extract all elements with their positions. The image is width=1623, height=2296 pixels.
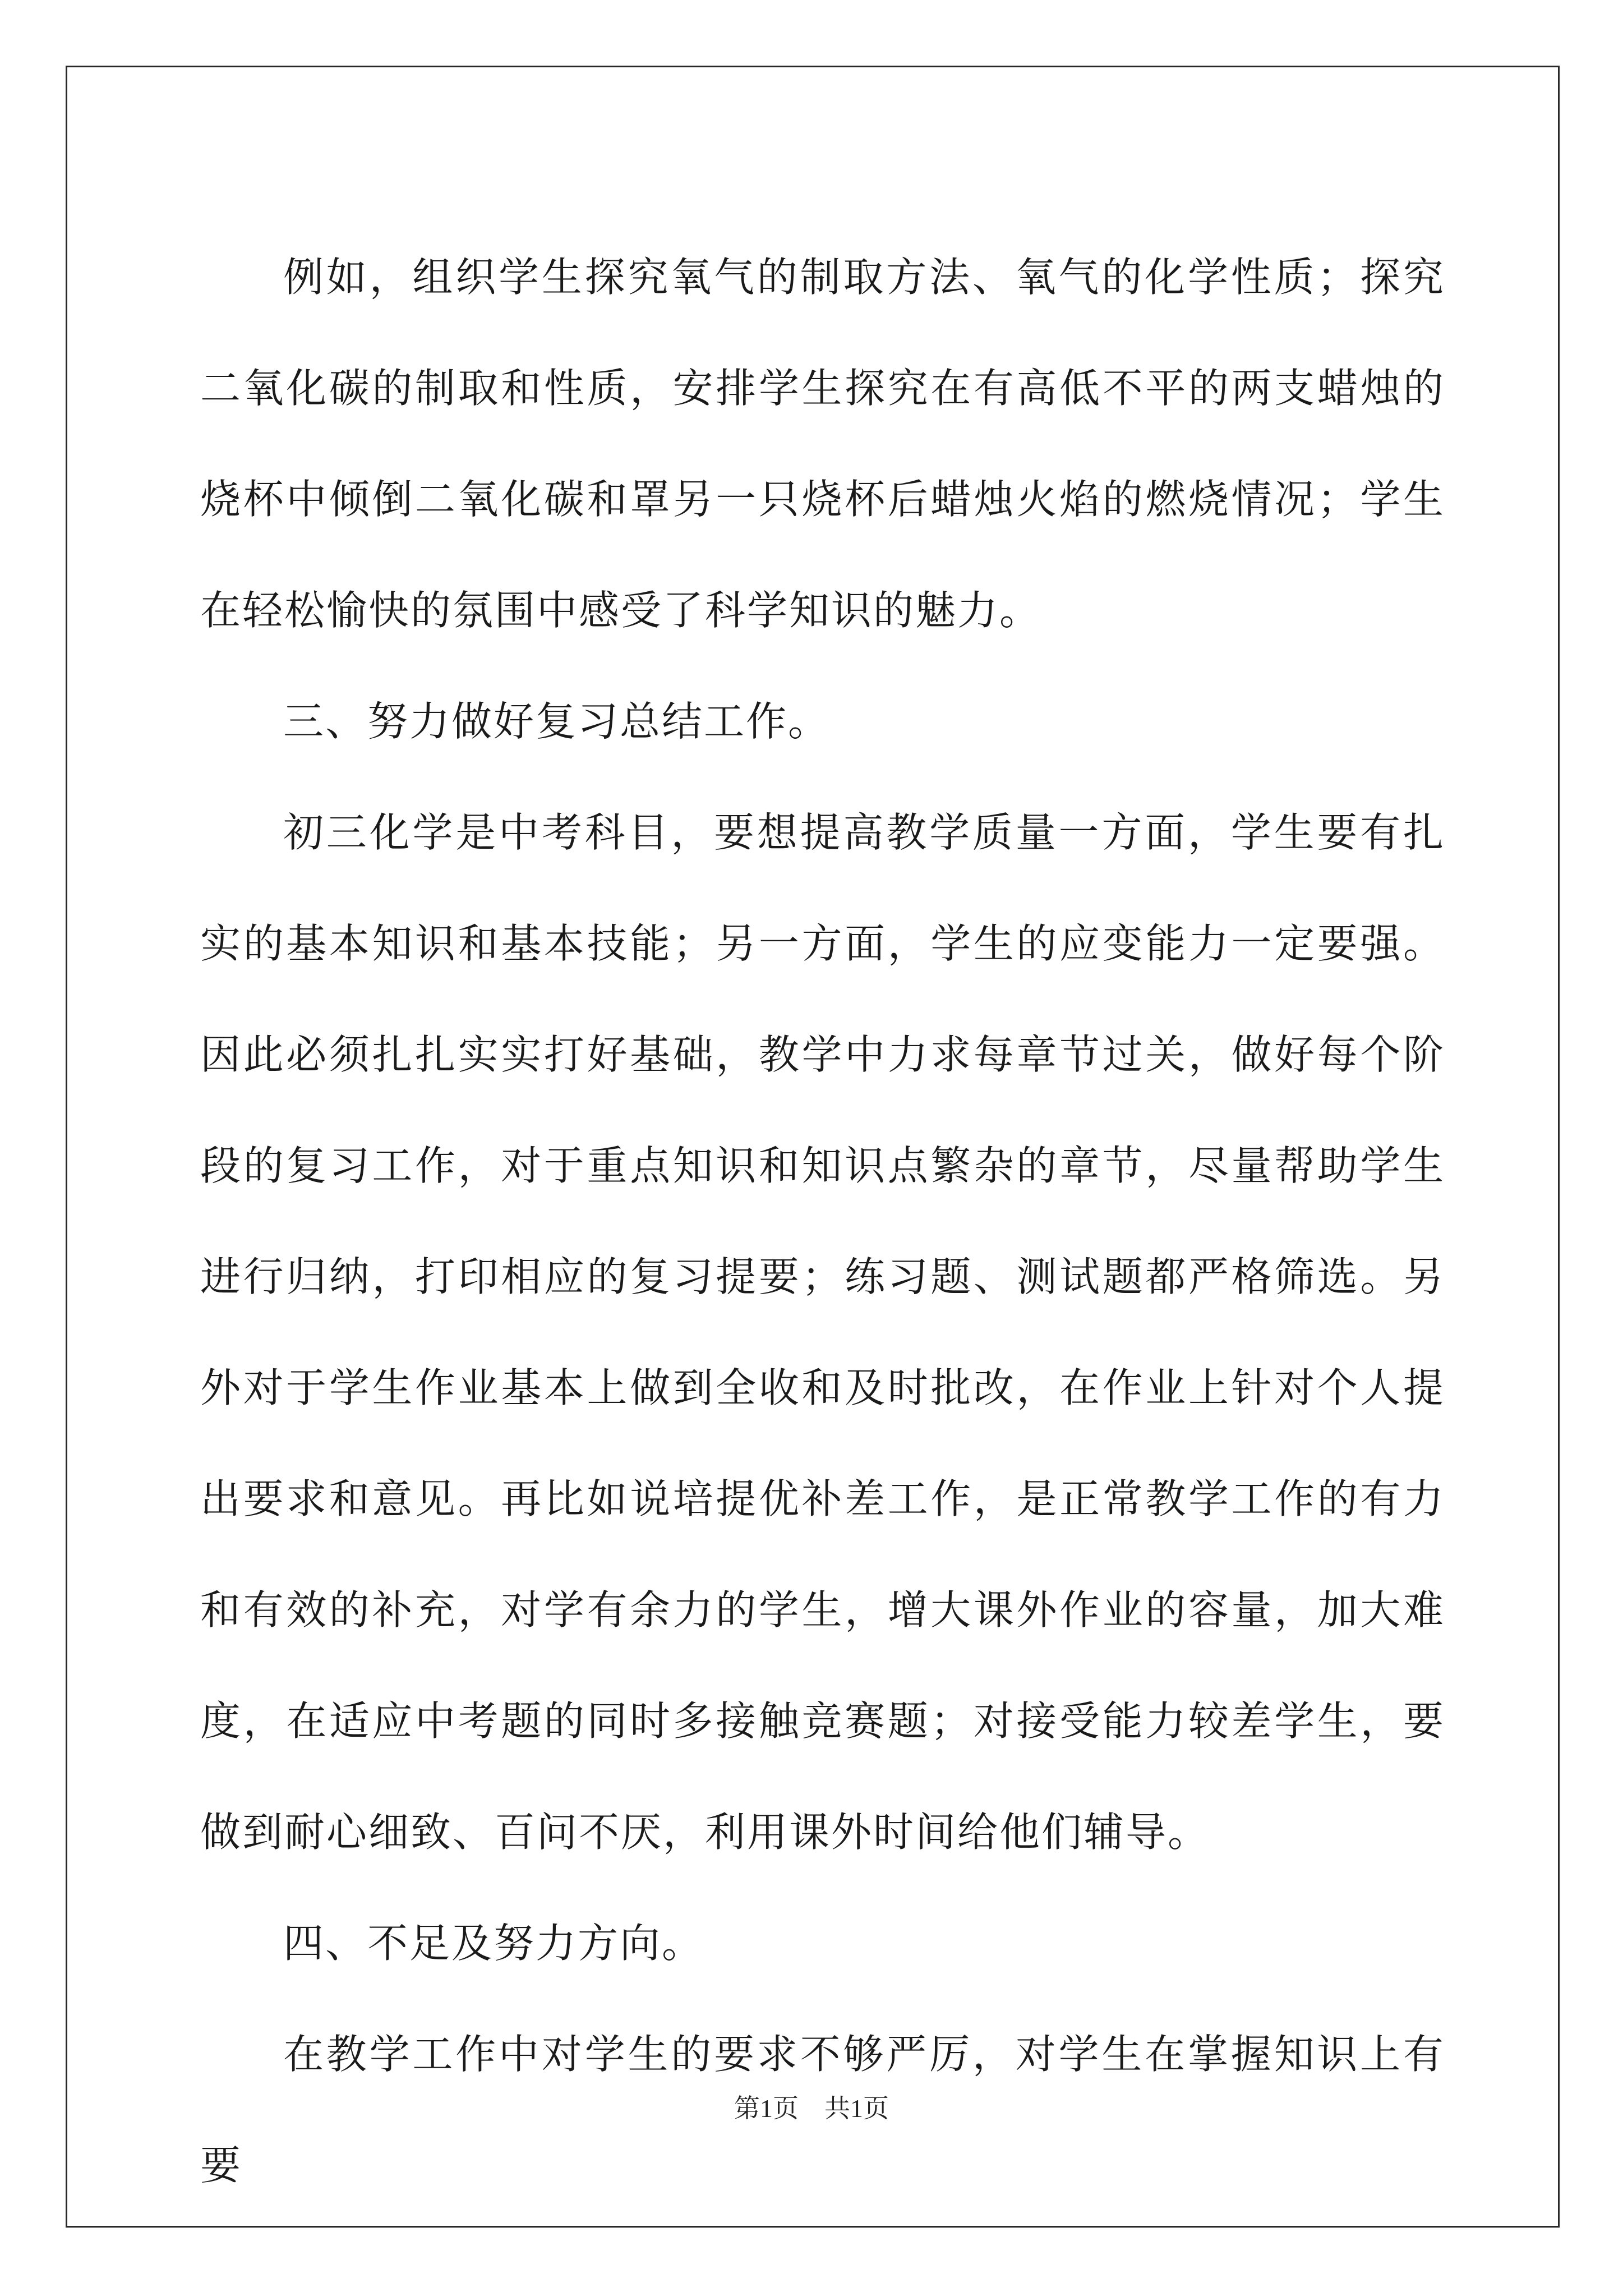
document-body (200, 222, 1445, 2221)
section-heading-shortcomings: 四、不足及努力方向。 (283, 1920, 704, 1967)
page-number-total: 共1页 (824, 2094, 889, 2123)
page-footer (0, 2088, 1623, 2125)
paragraph-shortcomings: 在教学工作中对学生的要求不够严厉，对学生在掌握知识上有要 (200, 2031, 1445, 2189)
paragraph-example-experiments: 例如，组织学生探究氧气的制取方法、氧气的化学性质；探究二氧化碳的制取和性质，安排学生探究在有高低不平的两支蜡烛的烧杯中倾倒二氧化碳和罩另一只烧杯后蜡烛火焰的燃烧情况；学生在轻松愉快的氛围中感受了科学知识的魅力。 (200, 254, 1445, 634)
section-heading-review-summary: 三、努力做好复习总结工作。 (283, 698, 831, 745)
paragraph-review-work: 初三化学是中考科目，要想提高教学质量一方面，学生要有扎实的基本知识和基本技能；另一方面，学生的应变能力一定要强。因此必须扎扎实实打好基础，教学中力求每章节过关，做好每个阶段的复习工作，对于重点知识和知识点繁杂的章节，尽量帮助学生进行归纳，打印相应的复习提要；练习题、测试题都严格筛选。另外对于学生作业基本上做到全收和及时批改，在作业上针对个人提出要求和意见。再比如说培提优补差工作，是正常教学工作的有力和有效的补充，对学有余力的学生，增大课外作业的容量，加大难度，在适应中考题的同时多接触竞赛题；对接受能力较差学生，要做到耐心细致、百问不厌，利用课外时间给他们辅导。 (200, 809, 1445, 1856)
page-number-current: 第1页 (734, 2094, 799, 2123)
